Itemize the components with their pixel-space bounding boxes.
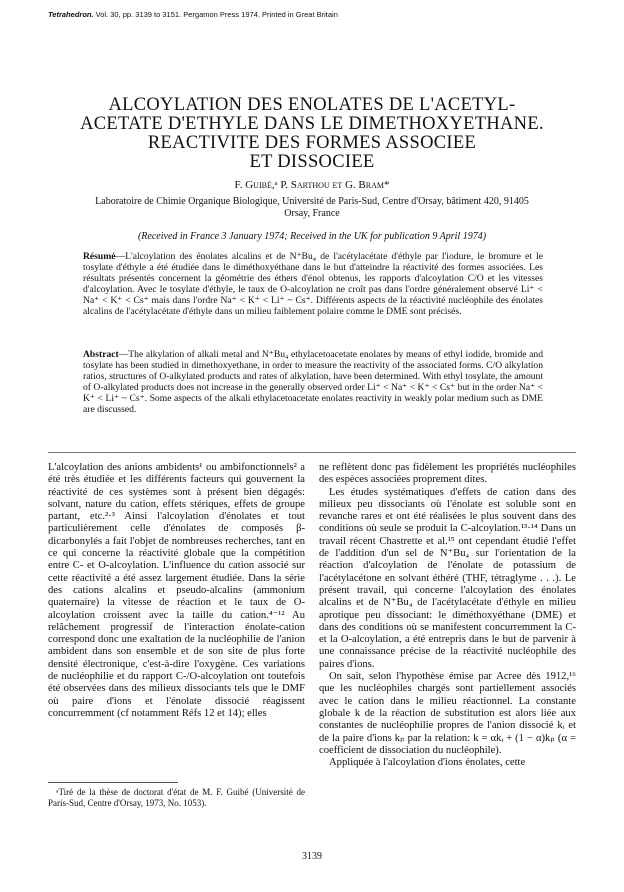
journal-name: Tetrahedron. xyxy=(48,10,94,19)
affiliation: Laboratoire de Chimie Organique Biologique, Université de Paris-Sud, Centre d'Orsay, bâtiment 420, 91405 Orsay, France xyxy=(95,196,529,219)
journal-info: Vol. 30, pp. 3139 to 3151. Pergamon Press 1974. Printed in Great Britain xyxy=(95,10,338,19)
body-paragraph: Les études systématiques d'effets de cation dans des milieux peu dissociants où l'énolate est soluble sont en revanche rares et ont été réalisées le plus souvent dans des conditions où seule se produit la C-alcoylation.¹³·¹⁴ Dans un travail récent Chastrette et al.¹⁵ ont cependant étudié l'effet de l'addition d'un sel de N⁺Bu₄ sur l'orientation de la réaction d'alcoylation de l'énolate de potassium de l'acétylacétone en solvant éthéré (THF, tétraglyme . . .). Le présent travail, qui concerne l'alcoylation des énolates alcalins et de N⁺Bu₄ de l'acétylacétate d'éthyle en milieu aprotique peu dissociant: le diméthoxyéthane (DME) et dans des conditions où se manifestent concurremment la C- et la O-alcoylation, a été entrepris dans le but de parvenir à une connaissance précise de la réactivité nucléophile des paires d'ions. xyxy=(319,486,576,670)
title-line: ALCOYLATION DES ENOLATES DE L'ACETYL- xyxy=(108,95,516,115)
abstract-label: Abstract xyxy=(83,349,119,360)
footnote: ᵃTiré de la thèse de doctorat d'état de M. F. Guibé (Université de Paris-Sud, Centre d'Orsay, 1973, No. 1053). xyxy=(48,787,305,808)
authors: F. Guibé,ᵃ P. Sarthou et G. Bram* xyxy=(234,179,390,191)
body-column-left xyxy=(48,462,305,720)
body-paragraph: Appliquée à l'alcoylation d'ions énolates, cette xyxy=(329,757,526,769)
title-line: ET DISSOCIEE xyxy=(249,152,375,172)
footnote-divider xyxy=(48,782,178,783)
resume-label: Résumé xyxy=(83,251,116,262)
received-dates: (Received in France 3 January 1974; Received in the UK for publication 9 April 1974) xyxy=(137,231,487,242)
section-divider xyxy=(48,452,576,453)
title-line: ACETATE D'ETHYLE DANS LE DIMETHOXYETHANE. xyxy=(80,114,544,134)
resume-paragraph xyxy=(83,251,543,318)
abstract-paragraph xyxy=(83,349,543,416)
body-paragraph: L'alcoylation des anions ambidents¹ ou ambifonctionnels² a été très étudiée et les différents facteurs qui gouvernent la réactivité de ces systèmes sont à présent bien dégagés: solvant, nature du cation, effets stériques, effets de groupe partant, etc.²·³ Ainsi l'alcoylation d'énolates et tout particulièrement celle d'énolates de composés β-dicarbonylés a fait l'objet de nombreuses recherches, tant en ce qui concerne la réactivité globale que la compétition entre C- et O-alcoylation. L'influence du cation associé sur cette réactivité a été assez largement étudiée. Dans la série des cations alcalins et pseudo-alcalins (ammonium quaternaire) la vitesse de réaction et le taux de O-alcoylation croissent avec la taille du cation.⁴⁻¹² Au relâchement progressif de l'interaction énolate-cation correspond donc une exaltation de la nucléophilie de l'anion ambident dans son ensemble et de son site de plus forte densité électronique, c'est-à-dire l'oxygène. Ces variations de nucléophilie et du rapport C-/O-alcoylation ont toutefois été observées dans des milieux dissociants tels que le DMF où paire d'ions et l'énolate dissocié réagissent concurremment (cf notamment Réfs 12 et 14); elles xyxy=(48,462,305,719)
resume-text: —L'alcoylation des énolates alcalins et de N⁺Bu₄ de l'acétylacétate d'éthyle par l'iodure, le bromure et le tosylate d'éthyle a été étudiée dans le diméthoxyéthane dans le but d'atteindre la réactivité des formes associées. Les résultats présentés concernent la géométrie des éthers d'énol obtenus, les rapports d'alcoylation C/O et les vitesses d'alcoylation. Avec le tosylate d'éthyle, le taux de O-alcoylation ne croît pas dans l'ordre généralement observé Li⁺ < Na⁺ < K⁺ < Cs⁺ mais dans l'ordre Na⁺ < K⁺ < Li⁺ ~ Cs⁺. Différents aspects de la réactivité nucléophile des énolates alcalins de l'acétylacétate d'éthyle dans un milieu faiblement polaire comme le DME sont précisés. xyxy=(83,251,543,318)
body-paragraph: ne reflètent donc pas fidèlement les propriétés nucléophiles des espèces associées proprement dites. xyxy=(319,462,576,486)
title-line: REACTIVITE DES FORMES ASSOCIEE xyxy=(147,133,477,153)
journal-header xyxy=(48,10,338,19)
body-paragraph: On sait, selon l'hypothèse émise par Acree dès 1912,¹⁶ que les nucléophiles chargés sont partiellement associés avec le cation dans le milieu réactionnel. La constante globale k de la réaction de substitution est alors liée aux constantes de nucléophilie propres de l'anion dissocié kᵢ et de la paire d'ions kₚ par la relation: k = αkᵢ + (1 − α)kₚ (α = coefficient de dissociation du nucléophile). xyxy=(319,671,576,756)
body-column-right xyxy=(319,462,576,769)
page-number: 3139 xyxy=(302,851,322,862)
article-title xyxy=(70,96,554,172)
abstract-text: —The alkylation of alkali metal and N⁺Bu₄ ethylacetoacetate enolates by means of ethyl iodide, bromide and tosylate has been studied in dimethoxyethane, in order to measure the reactivity of the associated forms. C/O alkylation ratios, structures of O-alkylated products and rates of alkylation, have been determined. With ethyl tosylate, the amount of O-alkylated products does not increase in the generally observed order Li⁺ < Na⁺ < K⁺ < Cs⁺ but in the order Na⁺ < K⁺ < Li⁺ ~ Cs⁺. Some aspects of the alkali ethylacetoacetate enolates reactivity in weakly polar medium such as DME are discussed. xyxy=(83,349,543,416)
